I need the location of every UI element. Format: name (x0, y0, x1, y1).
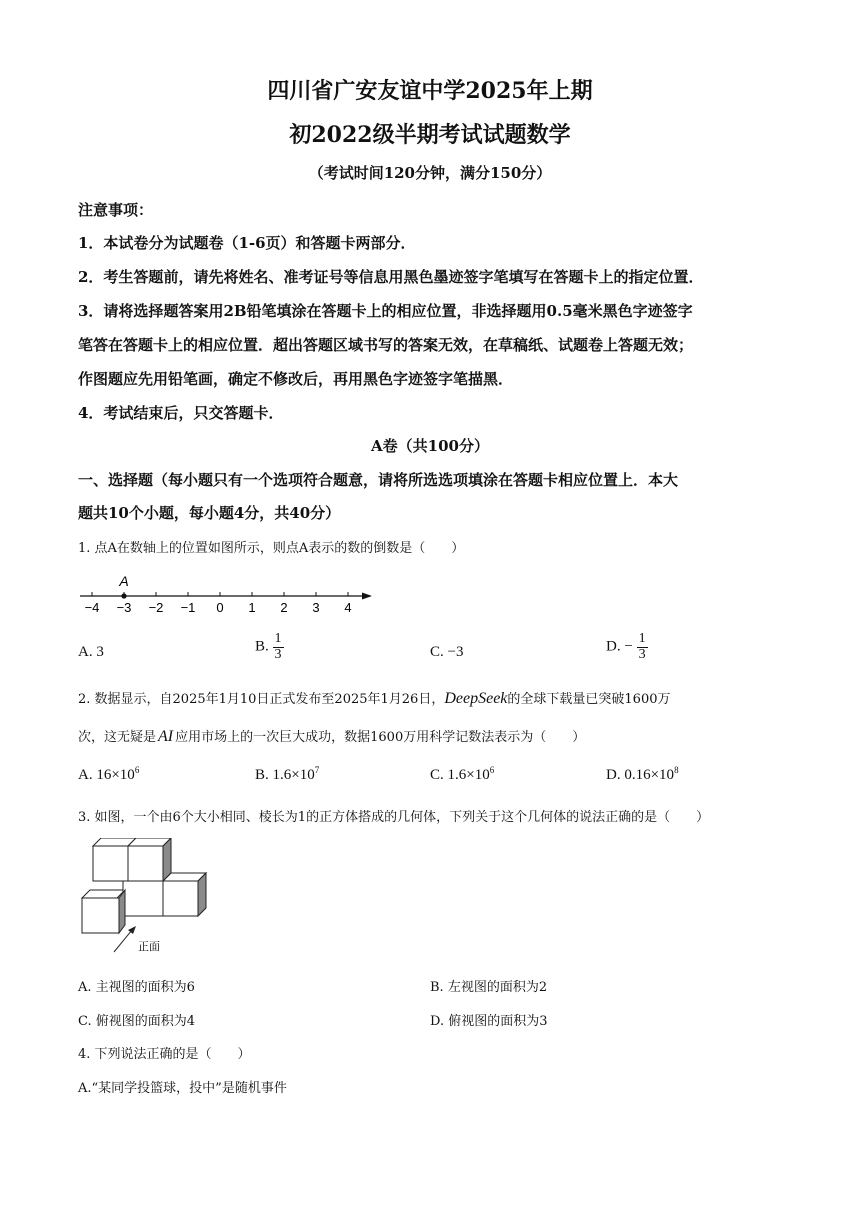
option-value: −3 (447, 644, 464, 660)
number-line-arrow (362, 593, 372, 600)
page-subtitle: 初2022级半期考试试题数学 (289, 122, 571, 148)
number-line-tick-label: 3 (312, 600, 320, 615)
number-line-tick-label: 1 (248, 600, 256, 615)
option-value: 1.6×10 (272, 767, 315, 783)
number-line-tick-label: −1 (180, 600, 196, 615)
option-value: 1.6×10 (447, 767, 490, 783)
notice-item: 笔答在答题卡上的相应位置．超出答题区域书写的答案无效，在草稿纸、试题卷上答题无效； (78, 336, 694, 354)
option-value: 16×10 (96, 767, 135, 783)
question-2-line2 (78, 726, 585, 746)
number-line-figure (72, 570, 382, 620)
q2-option-a[interactable] (78, 765, 139, 784)
q3-option-b[interactable]: B. 左视图的面积为2 (430, 980, 548, 995)
number-line-tick-label: −2 (148, 600, 164, 615)
minus-sign: − (624, 638, 633, 655)
numerator: 1 (638, 631, 646, 646)
point-a-marker (121, 593, 126, 598)
option-label: D. (606, 638, 621, 655)
question-1-text: 1. 点A在数轴上的位置如图所示，则点A表示的数的倒数是（ ） (78, 541, 465, 556)
notice-item: 2．考生答题前，请先将姓名、准考证号等信息用黑色墨迹签字笔填写在答题卡上的指定位置． (78, 268, 704, 286)
denominator: 3 (274, 646, 282, 662)
number-line-tick-label: 0 (216, 600, 224, 615)
option-label: C. (430, 644, 444, 660)
text-segment: 的全球下载量已突破1600万 (507, 692, 671, 707)
exam-time-note: （考试时间120分钟，满分150分） (308, 164, 552, 182)
front-label: 正面 (138, 941, 160, 953)
option-label: D. (606, 767, 621, 783)
q1-option-c[interactable] (430, 644, 463, 661)
text-segment: 次，这无疑是 (78, 730, 157, 745)
q2-option-c[interactable] (430, 765, 494, 784)
option-label: B. (255, 638, 269, 655)
exponent: 6 (134, 765, 140, 775)
option-label: C. (430, 767, 444, 783)
q3-option-d[interactable]: D. 俯视图的面积为3 (430, 1014, 548, 1029)
cube-figure (78, 838, 208, 958)
number-line-tick-label: 2 (280, 600, 288, 615)
number-line-tick-label: −3 (116, 600, 132, 615)
q2-option-d[interactable] (606, 765, 679, 784)
text-segment: 2. 数据显示，自2025年1月10日正式发布至2025年1月26日， (78, 692, 445, 707)
section-title: A卷（共100分） (371, 437, 489, 455)
option-value: 0.16×10 (624, 767, 675, 783)
notice-item: 1．本试卷分为试题卷（1-6页）和答题卡两部分． (78, 234, 416, 252)
fraction (637, 632, 648, 662)
section-instructions: 一、选择题（每小题只有一个选项符合题意，请将所选选项填涂在答题卡相应位置上．本大 (78, 471, 679, 489)
point-a-label: A (119, 573, 129, 589)
option-label: A. (78, 644, 93, 660)
question-3-text: 3. 如图，一个由6个大小相同、棱长为1的正方体搭成的几何体，下列关于这个几何体的说法正确的是（ ） (78, 810, 710, 825)
notice-item: 3．请将选择题答案用2B铅笔填涂在答题卡上的相应位置，非选择题用0.5毫米黑色字迹签字 (78, 302, 693, 320)
exponent: 7 (314, 765, 320, 775)
brand-name: DeepSeek (444, 690, 508, 707)
number-line-tick-label: 4 (344, 600, 352, 615)
option-label: A. (78, 767, 93, 783)
notice-item: 作图题应先用铅笔画，确定不修改后，再用黑色字迹签字笔描黑． (78, 370, 514, 388)
notice-item: 4．考试结束后，只交答题卡． (78, 404, 284, 422)
text-segment: 应用市场上的一次巨大成功，数据1600万用科学记数法表示为（ ） (175, 730, 586, 745)
q1-option-a[interactable] (78, 644, 104, 661)
q1-option-b[interactable] (255, 632, 284, 662)
q2-option-b[interactable] (255, 765, 319, 784)
fraction (273, 632, 284, 662)
ai-term: AI (158, 728, 174, 745)
page-title: 四川省广安友谊中学2025年上期 (267, 78, 593, 104)
section-instructions: 题共10个小题，每小题4分，共40分） (78, 504, 341, 522)
notice-heading: 注意事项： (78, 201, 154, 219)
option-value: 3 (96, 644, 104, 660)
question-2-line1 (78, 688, 671, 708)
q4-option-a[interactable]: A.“某同学投篮球，投中”是随机事件 (78, 1081, 287, 1096)
exponent: 6 (489, 765, 495, 775)
denominator: 3 (638, 646, 646, 662)
number-line-tick-label: −4 (84, 600, 100, 615)
q3-option-a[interactable]: A. 主视图的面积为6 (78, 980, 195, 995)
numerator: 1 (274, 631, 282, 646)
question-4-text: 4. 下列说法正确的是（ ） (78, 1047, 251, 1062)
option-label: B. (255, 767, 269, 783)
q1-option-d[interactable] (606, 632, 648, 662)
q3-option-c[interactable]: C. 俯视图的面积为4 (78, 1014, 196, 1029)
exponent: 8 (674, 765, 679, 775)
